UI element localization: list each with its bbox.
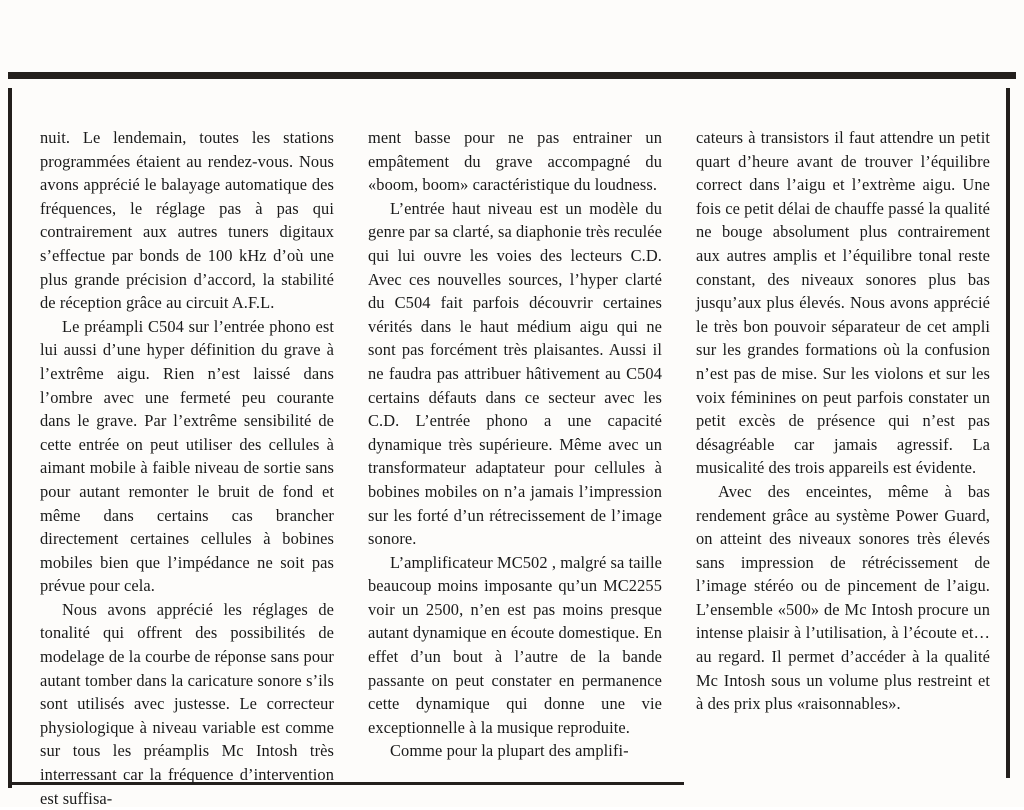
text-column-1 <box>40 126 334 810</box>
top-horizontal-rule <box>8 72 1016 79</box>
text-column-3 <box>696 126 990 810</box>
paragraph: Avec des enceintes, même à bas rendement grâce au système Power Guard, on atteint des niveaux sonores très élevés sans impression de rétrécissement de l’image stéréo ou de pincement de l’aigu. L’ensemble «500» de Mc Intosh procure un intense plaisir à l’utilisation, à l’écoute et… au regard. Il permet d’accéder à la qualité Mc Intosh sous un volume plus restreint et à des prix plus «raisonnables». <box>696 481 990 714</box>
paragraph: ment basse pour ne pas entrainer un empâtement du grave accompagné du «boom, boom» caractéristique du loudness. <box>368 128 662 195</box>
paragraph: L’amplificateur MC502 , malgré sa taille beaucoup moins imposante qu’un MC2255 voir un 2500, n’en est pas moins presque autant dynamique en écoute domestique. En effet d’un bout à l’autre de la bande passante on peut constater en permanence cette dynamique qui donne une vie exceptionnelle à la musique reproduite. <box>368 552 662 737</box>
paragraph: Le préampli C504 sur l’entrée phono est lui aussi d’une hyper définition du grave à l’extrême aigu. Rien n’est laissé dans l’ombre avec une fermeté peu courante dans le grave. Par l’extrême sensibilité de cette entrée on peut utiliser des cellules à aimant mobile à faible niveau de sortie sans pour autant remonter le bruit de fond et même dans certains cas brancher directement certaines cellules à bobines mobiles bien que l’impédance ne soit pas prévue pour cela. <box>40 316 334 596</box>
paragraph: L’entrée haut niveau est un modèle du genre par sa clarté, sa diaphonie très reculée qui lui ouvre les voies des lecteurs C.D. Avec ces nouvelles sources, l’hyper clarté du C504 fait parfois découvrir certaines vérités dans le haut médium aigu qui ne sont pas forcément très plaisantes. Aussi il ne faudra pas attribuer hâtivement au C504 certains défauts dans ce secteur avec les C.D. L’entrée phono a une capacité dynamique très supérieure. Même avec un transformateur adaptateur pour cellules à bobines mobiles on n’a jamais l’impression sur les forté d’un rétrecissement de l’image sonore. <box>368 198 663 549</box>
paragraph: cateurs à transistors il faut attendre un petit quart d’heure avant de trouver l’équilibre correct dans l’aigu et l’extrème aigu. Une fois ce petit délai de chauffe passé la qualité ne bouge absolument plus contrairement aux autres amplis et l’équilibre tonal reste constant, des niveaux sonores plus bas jusqu’aux plus élevés. Nous avons apprécié le très bon pouvoir séparateur de cet ampli sur les grandes formations où la confusion n’est pas de mise. Sur les violons et sur les voix féminines on peut parfois constater un petit excès de présence qui n’est pas désagréable car jamais agressif. La musicalité des trois appareils est évidente. <box>696 128 990 478</box>
paragraph: nuit. Le lendemain, toutes les stations programmées étaient au rendez-vous. Nous avons apprécié le balayage automatique des fréquences, le réglage pas à pas qui contrairement aux autres tuners digitaux s’effectue par bonds de 100 kHz d’où une plus grande précision d’accord, la stabilité de réception grâce au circuit A.F.L. <box>40 128 334 313</box>
paragraph: Nous avons apprécié les réglages de tonalité qui offrent des possibilités de modelage de la courbe de réponse sans pour autant tomber dans la caricature sonore s’ils sont utilisés avec justesse. Le correcteur physiologique à niveau variable est comme sur tous les préamplis Mc Intosh très interressant car la fréquence d’intervention est suffisa- <box>40 599 334 808</box>
paragraph: Comme pour la plupart des amplifi- <box>390 741 629 761</box>
left-vertical-rule <box>8 88 12 788</box>
text-column-2 <box>368 126 662 810</box>
article-columns <box>40 126 992 810</box>
right-vertical-rule <box>1006 88 1010 778</box>
